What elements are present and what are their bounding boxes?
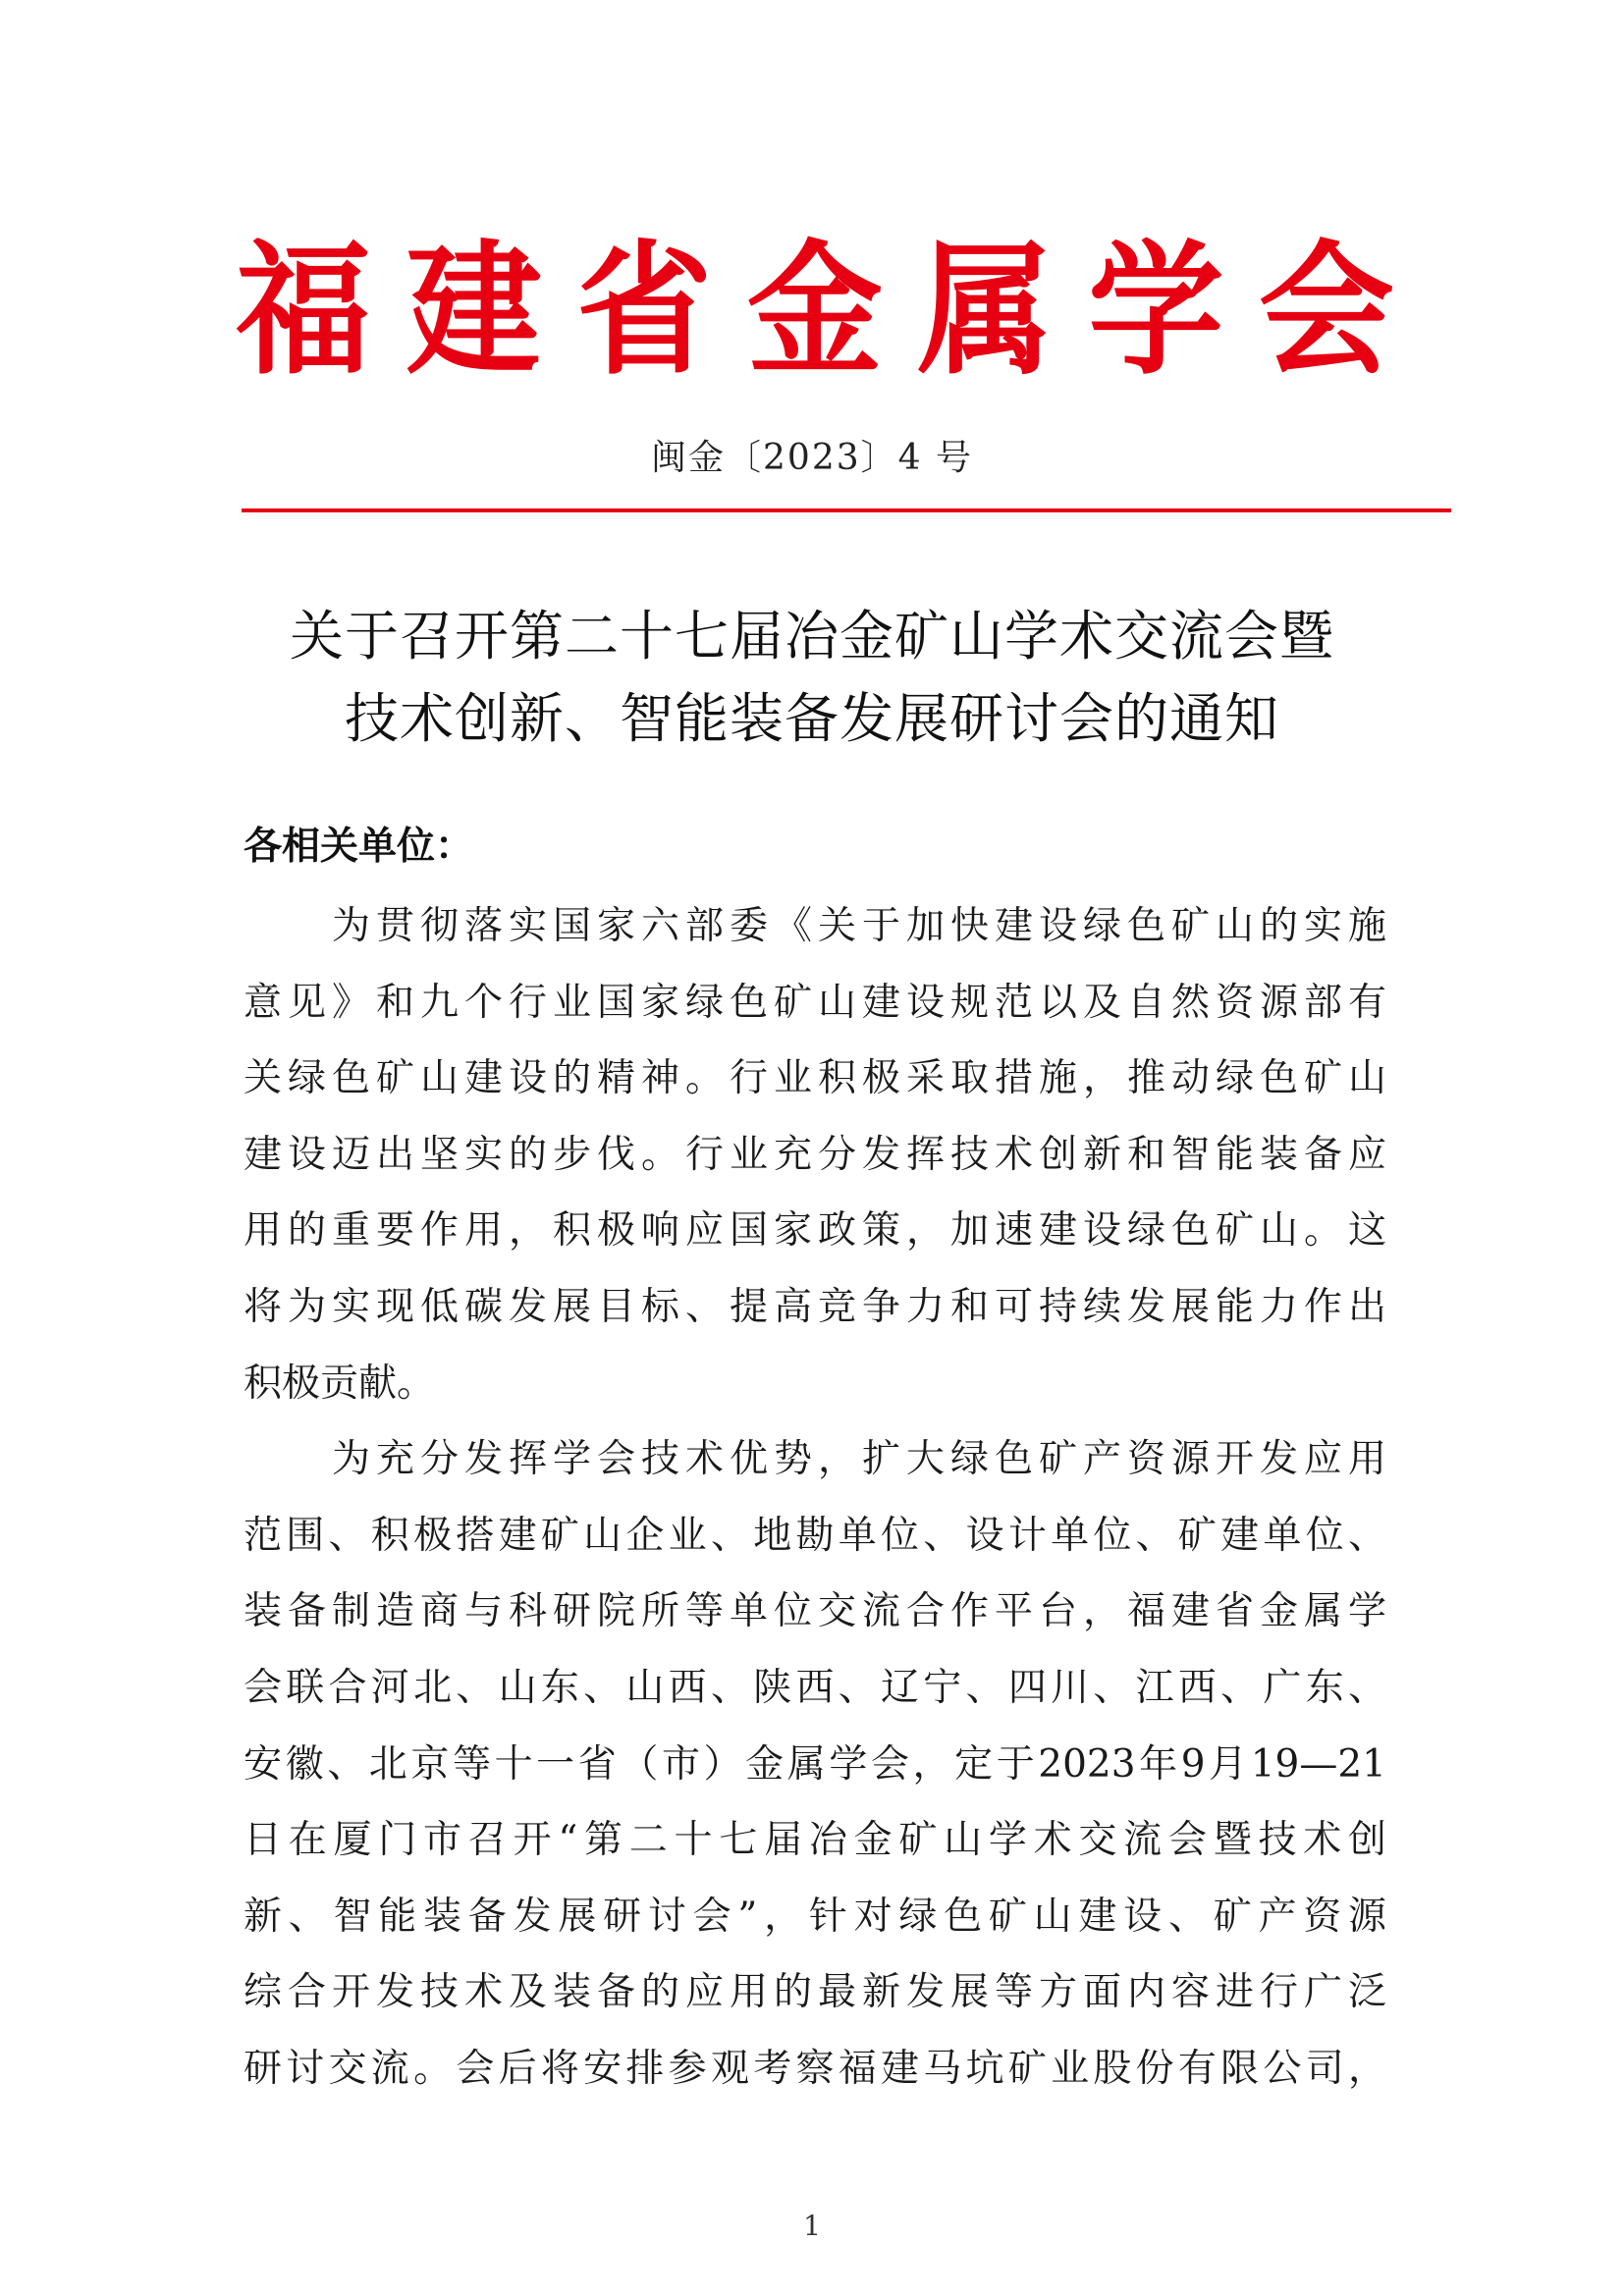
body-text — [244, 888, 1386, 2108]
text-line: 建设迈出坚实的步伐。行业充分发挥技术创新和智能装备应 — [244, 1132, 1386, 1177]
text-line: 积极贡献。 — [244, 1361, 436, 1406]
text-line: 用的重要作用，积极响应国家政策，加速建设绿色矿山。这 — [244, 1208, 1386, 1254]
paragraph-1 — [244, 888, 1386, 1421]
text-line: 为充分发挥学会技术优势，扩大绿色矿产资源开发应用 — [244, 1437, 1386, 1482]
text-line: 意见》和九个行业国家绿色矿山建设规范以及自然资源部有 — [244, 980, 1386, 1025]
title-line: 技术创新、智能装备发展研讨会的通知 — [344, 687, 1279, 750]
text-line: 关绿色矿山建设的精神。行业积极采取措施，推动绿色矿山 — [244, 1056, 1386, 1101]
document-title — [196, 595, 1428, 760]
text-line: 研讨交流。会后将安排参观考察福建马坑矿业股份有限公司， — [244, 2046, 1386, 2091]
text-line: 会联合河北、山东、山西、陕西、辽宁、四川、江西、广东、 — [244, 1665, 1386, 1710]
masthead-char: 会 — [1258, 227, 1394, 395]
document-number: 闽金〔2023〕4 号 — [651, 438, 973, 478]
masthead-char: 省 — [576, 227, 713, 395]
masthead-char: 福 — [236, 227, 372, 395]
text-line: 新、智能装备发展研讨会”，针对绿色矿山建设、矿产资源 — [244, 1894, 1386, 1939]
text-line: 日在厦门市召开“第二十七届冶金矿山学术交流会暨技术创 — [244, 1818, 1386, 1863]
organization-masthead — [236, 228, 1394, 395]
title-line: 关于召开第二十七届冶金矿山学术交流会暨 — [289, 605, 1334, 667]
red-divider — [242, 508, 1451, 512]
text-line: 综合开发技术及装备的应用的最新发展等方面内容进行广泛 — [244, 1970, 1386, 2015]
text-line: 为贯彻落实国家六部委《关于加快建设绿色矿山的实施 — [244, 904, 1386, 948]
paragraph-2 — [244, 1421, 1386, 2107]
text-line: 安徽、北京等十一省（市）金属学会，定于2023年9月19—21 — [244, 1741, 1386, 1787]
page-number: 1 — [803, 2210, 821, 2242]
masthead-char: 属 — [917, 227, 1054, 395]
masthead-char: 建 — [406, 227, 542, 395]
text-line: 装备制造商与科研院所等单位交流合作平台，福建省金属学 — [244, 1589, 1386, 1634]
masthead-char: 学 — [1088, 227, 1224, 395]
text-line: 将为实现低碳发展目标、提高竞争力和可持续发展能力作出 — [244, 1284, 1386, 1329]
text-line: 范围、积极搭建矿山企业、地勘单位、设计单位、矿建单位、 — [244, 1513, 1386, 1558]
salutation: 各相关单位： — [244, 824, 474, 869]
masthead-char: 金 — [746, 227, 883, 395]
